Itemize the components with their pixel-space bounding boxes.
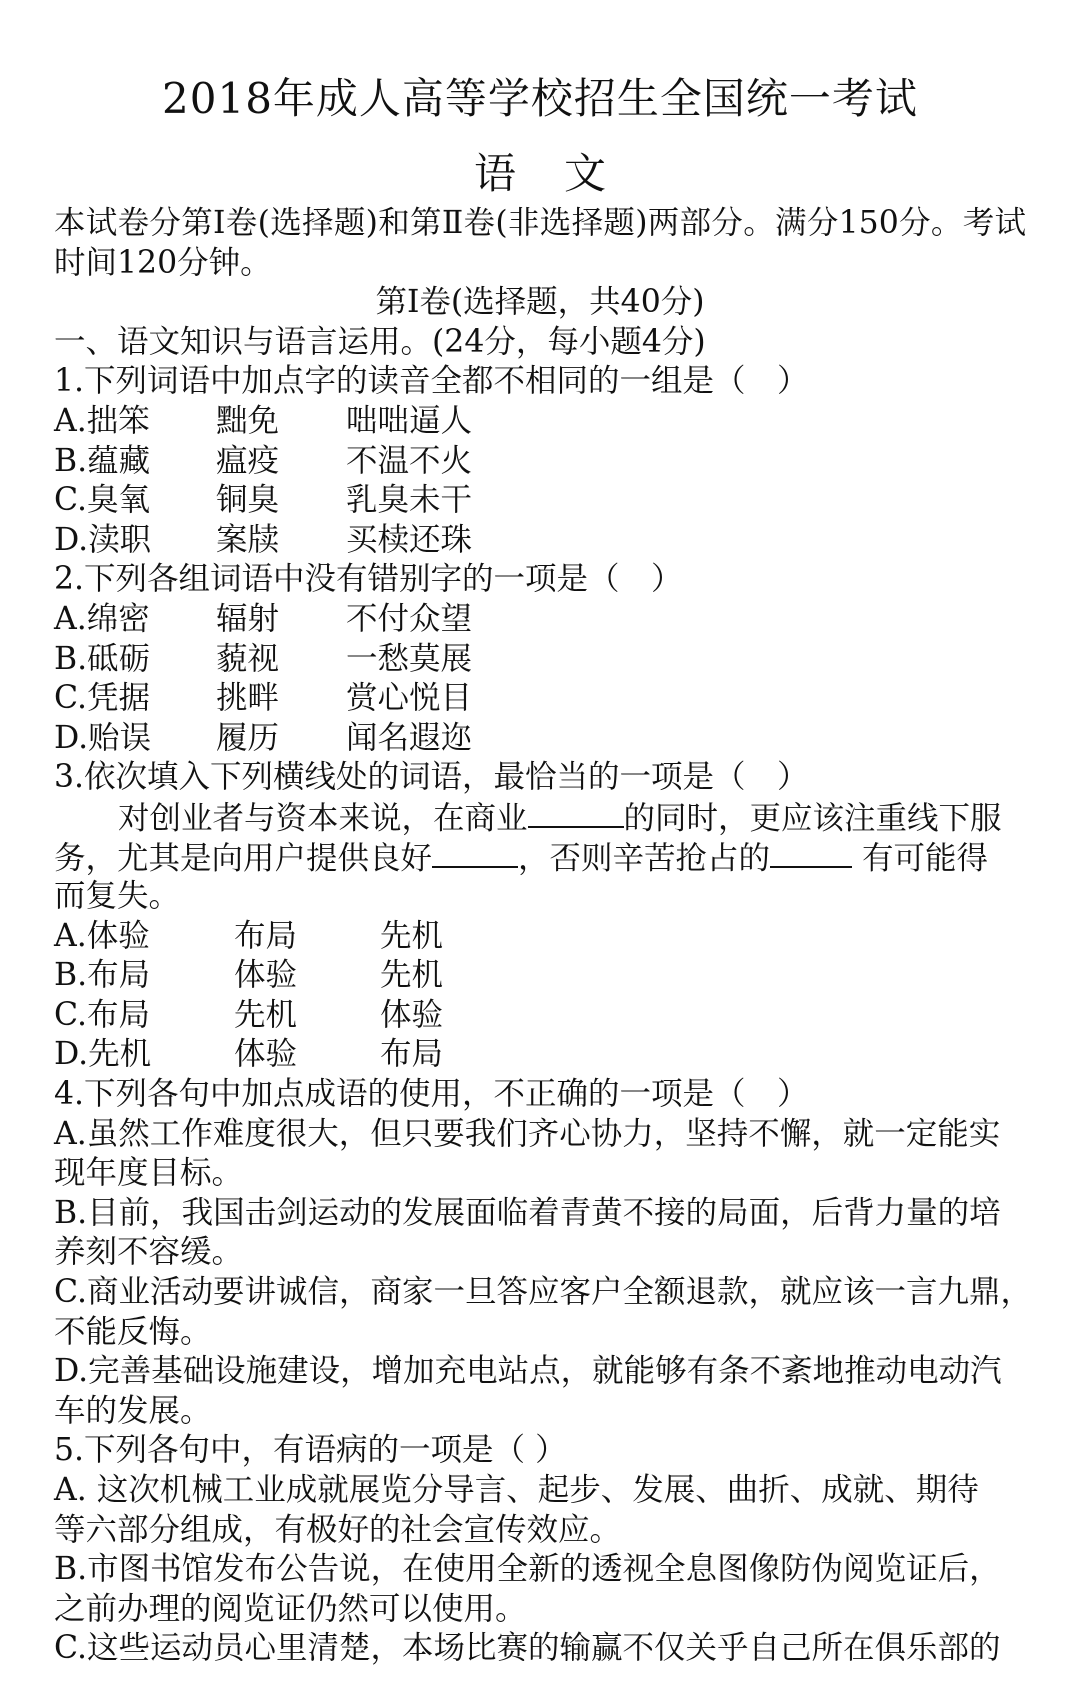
fill-blank-1	[528, 798, 624, 828]
passage-text: 的同时，更应该注重线下服	[623, 800, 1002, 837]
option-word-3: 乳臭未干	[346, 482, 473, 519]
option-word-1: D.贻误	[54, 719, 152, 756]
option-word-1: B.蕴藏	[54, 442, 151, 479]
option-word-2: 瘟疫	[216, 442, 280, 479]
question-1-option-c	[54, 481, 1026, 521]
question-2-option-d	[54, 719, 1026, 759]
fill-blank-3	[770, 838, 852, 868]
option-word-2: 布局	[234, 917, 298, 954]
question-4-option-a-line-1: A.虽然工作难度很大，但只要我们齐心协力，坚持不懈，就一定能实	[54, 1115, 1001, 1152]
fill-blank-2	[432, 838, 518, 868]
option-word-2: 挑畔	[216, 680, 280, 717]
option-word-3: 不温不火	[346, 442, 473, 479]
question-4-option-b-line-1: B.目前，我国击剑运动的发展面临着青黄不接的局面，后背力量的培	[54, 1194, 1001, 1231]
question-5-option-b-line-1: B.市图书馆发布公告说，在使用全新的透视全息图像防伪阅览证后，	[54, 1551, 1001, 1588]
question-3-passage-line-3: 而复失。	[54, 878, 181, 915]
option-word-3: 一愁莫展	[346, 640, 473, 677]
question-5-option-b-line-2: 之前办理的阅览证仍然可以使用。	[54, 1590, 527, 1627]
passage-text: ，否则辛苦抢占的	[518, 839, 771, 876]
option-word-1: C.凭据	[54, 680, 150, 717]
option-word-1: C.臭氧	[54, 482, 150, 519]
question-3-passage-line-2	[54, 838, 1026, 878]
question-2-option-a	[54, 600, 1026, 640]
intro-paragraph: 本试卷分第Ⅰ卷(选择题)和第Ⅱ卷(非选择题)两部分。满分150分。考试时间120分钟。	[54, 205, 1026, 281]
question-2-option-b	[54, 640, 1026, 680]
question-4-stem: 4.下列各句中加点成语的使用，不正确的一项是（ ）	[54, 1076, 809, 1113]
option-word-1: D.先机	[54, 1036, 152, 1073]
question-3-option-d	[54, 1035, 1026, 1075]
question-5-option-a-line-1: A. 这次机械工业成就展览分导言、起步、发展、曲折、成就、期待	[54, 1472, 979, 1508]
question-1-option-d	[54, 521, 1026, 561]
question-1-stem: 1.下列词语中加点字的读音全都不相同的一组是（ ）	[54, 363, 809, 400]
option-word-2: 辐射	[216, 600, 280, 637]
option-word-2: 体验	[234, 1036, 298, 1073]
exam-title: 2018年成人高等学校招生全国统一考试	[162, 74, 918, 123]
question-3-stem: 3.依次填入下列横线处的词语，最恰当的一项是（ ）	[54, 759, 809, 796]
option-word-2: 案牍	[216, 521, 280, 558]
exam-body	[54, 204, 1032, 1669]
option-word-3: 体验	[380, 996, 444, 1033]
option-word-3: 赏心悦目	[346, 680, 473, 717]
subject-title: 语文	[473, 149, 654, 198]
option-word-2: 铜臭	[216, 482, 280, 519]
option-word-1: D.渎职	[54, 521, 152, 558]
question-1-option-a	[54, 402, 1026, 442]
question-4-option-d-line-1: D.完善基础设施建设，增加充电站点，就能够有条不紊地推动电动汽	[54, 1353, 1002, 1390]
question-4-option-c-line-2: 不能反悔。	[54, 1313, 212, 1350]
question-4-option-c-line-1: C.商业活动要讲诚信，商家一旦答应客户全额退款，就应该一言九鼎，	[54, 1274, 1032, 1311]
question-2-option-c	[54, 679, 1026, 719]
passage-text: 对创业者与资本来说，在商业	[118, 800, 528, 837]
option-word-3: 闻名遐迩	[346, 719, 473, 756]
option-word-2: 履历	[216, 719, 280, 756]
option-word-1: C.布局	[54, 996, 150, 1033]
option-word-1: B.砥砺	[54, 640, 151, 677]
option-word-3: 咄咄逼人	[346, 402, 473, 439]
option-word-3: 先机	[380, 957, 444, 994]
passage-text: 有可能得	[852, 839, 989, 876]
question-5-option-c-line-1: C.这些运动员心里清楚，本场比赛的输赢不仅关乎自己所在俱乐部的	[54, 1630, 1001, 1667]
passage-text: 务，尤其是向用户提供良好	[54, 839, 433, 876]
option-word-1: B.布局	[54, 957, 151, 994]
option-word-1: A.绵密	[54, 600, 150, 637]
option-word-3: 布局	[380, 1036, 444, 1073]
question-4-option-d-line-2: 车的发展。	[54, 1392, 212, 1429]
question-2-stem: 2.下列各组词语中没有错别字的一项是（ ）	[54, 561, 683, 598]
option-word-3: 不付众望	[346, 600, 473, 637]
option-word-3: 先机	[380, 917, 444, 954]
question-4-option-a-line-2: 现年度目标。	[54, 1155, 244, 1192]
question-5-option-a-line-2: 等六部分组成，有极好的社会宣传效应。	[54, 1511, 622, 1548]
option-word-2: 黜免	[216, 402, 280, 439]
part-one-heading: 一、语文知识与语言运用。(24分，每小题4分)	[54, 323, 706, 360]
question-4-option-b-line-2: 养刻不容缓。	[54, 1234, 244, 1271]
option-word-2: 藐视	[216, 640, 280, 677]
question-3-passage-line-1	[54, 798, 1026, 838]
option-word-1: A.体验	[54, 917, 150, 954]
option-word-1: A.拙笨	[54, 402, 150, 439]
section-title: 第Ⅰ卷(选择题，共40分)	[375, 284, 705, 321]
option-word-2: 先机	[234, 996, 298, 1033]
question-1-option-b	[54, 442, 1026, 482]
question-3-option-b	[54, 956, 1026, 996]
option-word-3: 买椟还珠	[346, 521, 473, 558]
question-3-option-c	[54, 996, 1026, 1036]
option-word-2: 体验	[234, 957, 298, 994]
question-5-stem: 5.下列各句中，有语病的一项是（ ）	[54, 1432, 567, 1469]
question-3-option-a	[54, 917, 1026, 957]
